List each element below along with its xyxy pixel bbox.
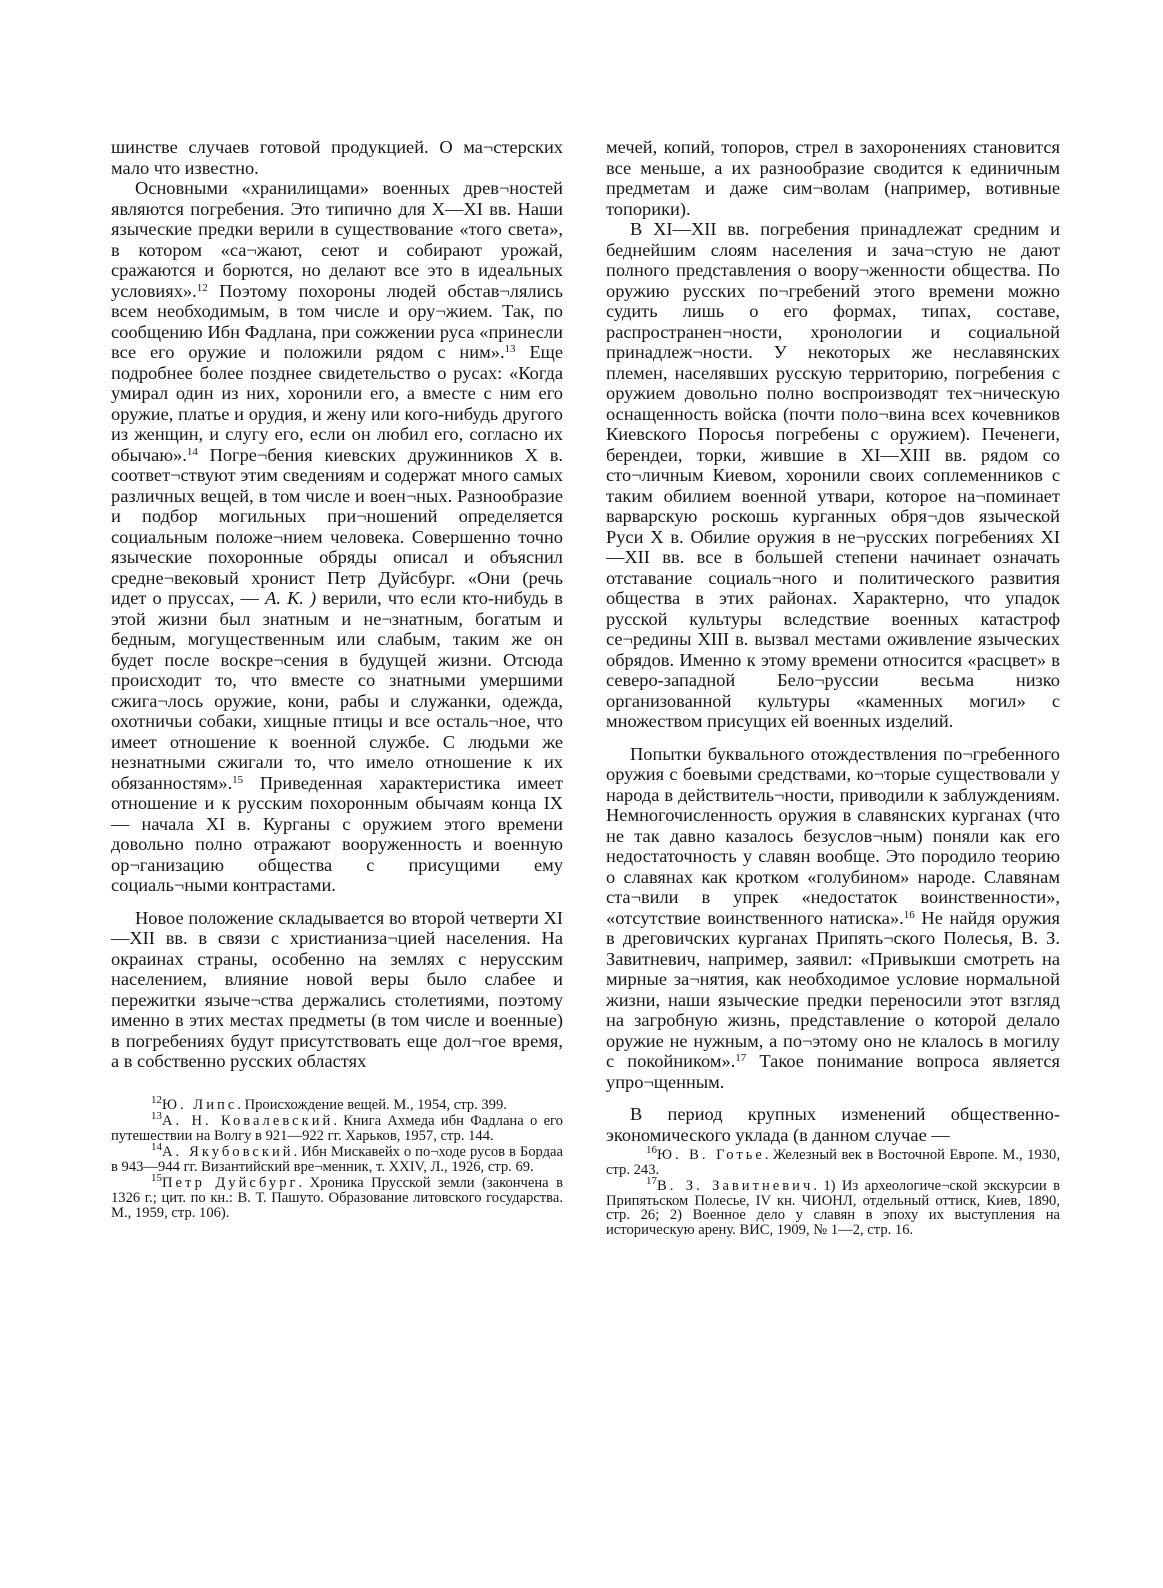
footnote-16: $^{16}$Ю. В. Готье. Железный век в Восточной Европе. М., 1930, стр. 243. (606, 1144, 1060, 1178)
footnote-14: $^{14}$А. Якубовский. Ибн Мискавейх о по¬ходе русов в Бордаа в 943—944 гг. Византийский вре¬менник, т. XXIV, Л., 1926, стр. 69. (111, 1141, 564, 1175)
footnote-17: $^{17}$В. З. Завитневич. 1) Из археологиче¬ской экскурсии в Припятьском Полесье, IV кн. ЧИОНЛ, отдельный оттиск, Киев, 1890, стр. 26; 2) Военное дело у славян в эпоху их выступления на историческую арену. ВИС, 1909, № 1—2, стр. 16. (606, 1175, 1060, 1238)
footnote-author: А. Якубовский (162, 1144, 294, 1161)
left-paragraph-2 (111, 178, 563, 896)
footnote-author: Ю. Липс (162, 1096, 238, 1113)
footnote-author: Ю. В. Готье (657, 1147, 765, 1163)
text-run: Приведенная характеристика имеет отношение и к русским похоронным обычаям конца IX — начала XI в. Курганы с оружием этого времени довольно полно отражают вооруженность и военную ор¬ганизацию общества с присущими ему социаль¬ными контрастами. (111, 772, 563, 895)
left-column (111, 137, 563, 1222)
left-paragraph-1: шинстве случаев готовой продукцией. О ма¬стерских мало что известно. (111, 137, 563, 178)
footnote-ref-17: 17 (735, 1052, 747, 1064)
footnote-author: В. З. Завитневич (657, 1178, 814, 1195)
footnote-ref-12: 12 (196, 281, 208, 294)
text-run: Основными «хранилищами» военных древ¬ностей являются погребения. Это типично для X—XI вв. Наши языческие предки верили в существование «того света», в котором «са¬жают, сеют и собирают урожай, сражаются и борются, но делают все это в идеальных условиях». (111, 178, 563, 301)
text-run: Еще подробнее более позднее свидетельство о русах: «Когда умирал один из них, хоронили его, а вместе с ним его оружие, платье и орудия, и жену или кого-нибудь другого из женщин, и слугу его, если он любил его, согласно их обычаю». (111, 342, 564, 465)
footnote-ref-14: 14 (186, 445, 198, 458)
footnote-ref-16: 16 (903, 908, 915, 921)
left-footnotes (111, 1093, 564, 1221)
text-run: Погре¬бения киевских дружинников X в. соответ¬ствуют этим сведениям и содержат много самых различных вещей, в том числе и воен¬ных. Разнообразие и подбор могильных при¬ношений определяется социальным положе¬нием человека. Совершенно точно языческие похоронные обряды описал и объяснил средне¬вековый хронист Петр Дуйсбург. «Они (речь идет о пруссах, — (111, 444, 563, 608)
right-footnotes (606, 1144, 1060, 1238)
right-paragraph-3 (606, 744, 1060, 1093)
author-initials: А. К. ) (265, 588, 317, 608)
footnote-ref-13: 13 (504, 343, 516, 355)
text-run: Поэтому похороны людей обстав¬лялись всем необходимым, в том числе и ору¬жием. Так, по сообщению Ибн Фадлана, при сожжении руса «принесли все его оружие и положили рядом с ним». (111, 280, 563, 362)
footnote-13: $^{13}$А. Н. Ковалевский. Книга Ахмеда ибн Фадлана о его путешествии на Волгу в 921—922 гг. Харьков, 1957, стр. 144. (111, 1110, 563, 1144)
footnote-12: $^{12}$Ю. Липс. Происхождение вещей. М., 1954, стр. 399. (151, 1093, 507, 1113)
right-paragraph-4: В период крупных изменений общественно-экономического уклада (в данном случае — (606, 1104, 1060, 1145)
footnote-author: А. Н. Ковалевский (162, 1113, 334, 1130)
text-run: Не найдя оружия в дреговичских курганах Припять¬ского Полесья, В. З. Завитневич, например, заявил: «Привыкши смотреть на мирные за¬нятия, как необходимое условие нормальной жизни, наши языческие предки переносили этот взгляд на загробную жизнь, представление о которой делало оружие не нужным, а по¬этому оно не клалось в могилу с покойником». (606, 907, 1060, 1071)
right-paragraph-2: В XI—XII вв. погребения принадлежат средним и беднейшим слоям населения и зача¬стую не дают полного представления о воору¬женности общества. По оружию русских по¬гребений этого времени можно судить лишь о его формах, типах, составе, распространен¬ности, хронологии и социальной принадлеж¬ности. У некоторых же неславянских племен, населявших русскую территорию, погребения с оружием довольно полно воспроизводят тех¬ническую оснащенность войска (почти поло¬вина всех кочевников Киевского Поросья погребены с оружием). Печенеги, берендеи, торки, жившие в XI—XIII вв. рядом со сто¬личным Киевом, хоронили своих соплеменников с таким обилием военной утвари, которое на¬поминает варварскую роскошь курганных обря¬дов языческой Руси X в. Обилие оружия в не¬русских погребениях XI—XII вв. все в большей степени начинает означать отставание социаль¬ного и политического развития общества в этих районах. Характерно, что упадок русской культуры вследствие военных катастроф се¬редины XIII в. вызвал местами оживление языческих обрядов. Именно к этому времени относится «расцвет» в северо-западной Бело¬руссии весьма низко организованной культуры «каменных могил» с множеством присущих ей военных изделий. (606, 219, 1060, 731)
right-paragraph-1: мечей, копий, топоров, стрел в захоронениях становится все меньше, а их разнообразие сводится к единичным предметам и даже сим¬волам (например, вотивные топорики). (606, 137, 1060, 219)
text-run: Попытки буквального отождествления по¬гребенного оружия с боевыми средствами, ко¬торые существовали у народа в действитель¬ности, приводили к заблуждениям. Немногочисленность оружия в славянских курганах (что не так давно казалось безуслов¬ным) поняли как его недостаточность у славян вообще. Это породило теорию о славянах как кротком «голубином» народе. Славянам ста¬вили в упрек «недостаток воинственности», «отсутствие воинственного натиска». (606, 743, 1060, 928)
footnote-15: $^{15}$Петр Дуйсбург. Хроника Прусской земли (закончена в 1326 г.; цит. по кн.: В. Т. Пашуто. Образование литовского государства. М., 1959, стр. 106). (111, 1172, 563, 1221)
footnote-ref-15: 15 (232, 773, 244, 786)
right-column (606, 137, 1060, 1240)
text-run: Такое понимание вопроса является упро¬щенным. (606, 1051, 1061, 1092)
left-paragraph-3: Новое положение складывается во второй четверти XI—XII вв. в связи с христианиза¬цией населения. На окраинах страны, особенно на землях с нерусским населением, влияние новой веры было слабее и пережитки языче¬ства держались столетиями, поэтому именно в этих местах предметы (в том числе и военные) в погребениях будут присутствовать еще дол¬гое время, а в собственно русских областях (111, 907, 563, 1071)
footnote-author: Петр Дуйсбург (162, 1175, 299, 1192)
text-run: верили, что если кто-нибудь в этой жизни был знатным и не¬знатным, богатым и бедным, могущественным или слабым, таким же он будет после воскре¬сения в будущей жизни. Отсюда происходит то, что вместе со знатными умершими сжига¬лось оружие, кони, рабы и служанки, одежда, охотничьи собаки, хищные птицы и все осталь¬ное, что имеет отношение к военной службе. С людьми же незнатными сжигали то, что имело отношение к их обязанностям». (111, 588, 563, 793)
